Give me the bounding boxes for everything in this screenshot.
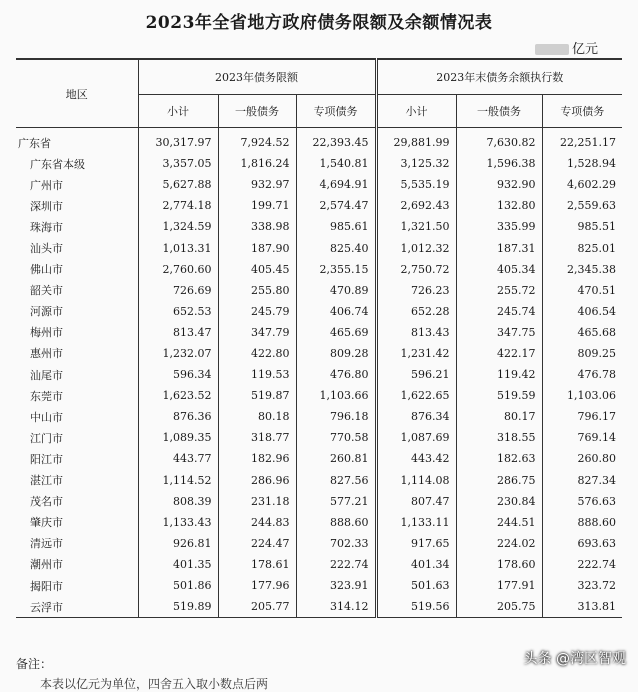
value-cell: 726.69 (138, 280, 218, 301)
value-cell: 199.71 (218, 195, 296, 216)
value-cell: 422.80 (218, 343, 296, 364)
debt-table (16, 58, 622, 618)
value-cell: 985.61 (296, 216, 376, 237)
table-row (16, 406, 622, 427)
region-cell: 惠州市 (30, 347, 63, 361)
value-cell: 519.59 (456, 385, 542, 406)
value-cell: 338.98 (218, 216, 296, 237)
value-cell: 80.18 (218, 406, 296, 427)
value-cell: 22,393.45 (296, 128, 376, 154)
value-cell: 177.91 (456, 575, 542, 596)
value-cell: 596.34 (138, 364, 218, 385)
value-cell: 313.81 (542, 596, 622, 618)
value-cell: 796.17 (542, 406, 622, 427)
value-cell: 231.18 (218, 491, 296, 512)
table-row (16, 128, 622, 154)
value-cell: 2,774.18 (138, 195, 218, 216)
region-cell: 东莞市 (30, 389, 63, 403)
value-cell: 318.77 (218, 427, 296, 448)
region-cell: 梅州市 (30, 326, 63, 340)
value-cell: 465.69 (296, 322, 376, 343)
value-cell: 132.80 (456, 195, 542, 216)
unit-label (535, 38, 598, 57)
region-cell: 云浮市 (30, 600, 63, 614)
header-balance-group: 2023年末债务余额执行数 (376, 59, 622, 95)
value-cell: 693.63 (542, 533, 622, 554)
value-cell: 182.96 (218, 448, 296, 469)
unit-text: 亿元 (571, 42, 598, 57)
value-cell: 807.47 (376, 491, 456, 512)
value-cell: 519.87 (218, 385, 296, 406)
value-cell: 260.81 (296, 448, 376, 469)
value-cell: 1,324.59 (138, 216, 218, 237)
value-cell: 222.74 (542, 554, 622, 575)
value-cell: 323.91 (296, 575, 376, 596)
region-cell: 潮州市 (30, 558, 63, 572)
value-cell: 769.14 (542, 427, 622, 448)
value-cell: 405.45 (218, 259, 296, 280)
value-cell: 245.74 (456, 301, 542, 322)
value-cell: 30,317.97 (138, 128, 218, 154)
value-cell: 401.34 (376, 554, 456, 575)
region-cell: 肇庆市 (30, 516, 63, 530)
region-cell: 河源市 (30, 305, 63, 319)
region-cell: 珠海市 (30, 220, 63, 234)
value-cell: 178.61 (218, 554, 296, 575)
value-cell: 2,559.63 (542, 195, 622, 216)
blurred-text (535, 44, 569, 55)
value-cell: 4,602.29 (542, 174, 622, 195)
value-cell: 401.35 (138, 554, 218, 575)
region-cell: 佛山市 (30, 263, 63, 277)
value-cell: 406.54 (542, 301, 622, 322)
value-cell: 926.81 (138, 533, 218, 554)
value-cell: 726.23 (376, 280, 456, 301)
value-cell: 825.40 (296, 237, 376, 258)
value-cell: 443.77 (138, 448, 218, 469)
value-cell: 3,125.32 (376, 153, 456, 174)
value-cell: 888.60 (296, 512, 376, 533)
value-cell: 808.39 (138, 491, 218, 512)
value-cell: 519.89 (138, 596, 218, 618)
table-row (16, 174, 622, 195)
value-cell: 470.89 (296, 280, 376, 301)
value-cell: 1,103.06 (542, 385, 622, 406)
table-row (16, 280, 622, 301)
value-cell: 470.51 (542, 280, 622, 301)
value-cell: 576.63 (542, 491, 622, 512)
value-cell: 1,231.42 (376, 343, 456, 364)
value-cell: 1,232.07 (138, 343, 218, 364)
value-cell: 244.51 (456, 512, 542, 533)
table-body (16, 128, 622, 618)
value-cell: 255.72 (456, 280, 542, 301)
value-cell: 222.74 (296, 554, 376, 575)
value-cell: 405.34 (456, 259, 542, 280)
value-cell: 29,881.99 (376, 128, 456, 154)
value-cell: 255.80 (218, 280, 296, 301)
header-limit-general: 一般债务 (218, 95, 296, 128)
value-cell: 178.60 (456, 554, 542, 575)
region-cell: 广东省 (18, 136, 51, 150)
value-cell: 476.78 (542, 364, 622, 385)
value-cell: 796.18 (296, 406, 376, 427)
value-cell: 1,012.32 (376, 237, 456, 258)
value-cell: 2,692.43 (376, 195, 456, 216)
value-cell: 187.31 (456, 237, 542, 258)
value-cell: 2,760.60 (138, 259, 218, 280)
value-cell: 1,103.66 (296, 385, 376, 406)
table-row (16, 427, 622, 448)
value-cell: 2,345.38 (542, 259, 622, 280)
value-cell: 187.90 (218, 237, 296, 258)
table-row (16, 259, 622, 280)
value-cell: 406.74 (296, 301, 376, 322)
region-cell: 湛江市 (30, 474, 63, 488)
header-region: 地区 (16, 59, 138, 128)
value-cell: 318.55 (456, 427, 542, 448)
value-cell: 825.01 (542, 237, 622, 258)
table-row (16, 385, 622, 406)
table-row (16, 195, 622, 216)
value-cell: 888.60 (542, 512, 622, 533)
table-row (16, 301, 622, 322)
value-cell: 205.77 (218, 596, 296, 618)
region-cell: 汕头市 (30, 242, 63, 256)
table-row (16, 575, 622, 596)
value-cell: 1,087.69 (376, 427, 456, 448)
value-cell: 1,114.52 (138, 470, 218, 491)
value-cell: 443.42 (376, 448, 456, 469)
header-limit-group: 2023年债务限额 (138, 59, 376, 95)
value-cell: 770.58 (296, 427, 376, 448)
region-cell: 广东省本级 (30, 157, 85, 171)
value-cell: 652.28 (376, 301, 456, 322)
value-cell: 501.63 (376, 575, 456, 596)
table-row (16, 322, 622, 343)
value-cell: 177.96 (218, 575, 296, 596)
table-row (16, 153, 622, 174)
header-balance-special: 专项债务 (542, 95, 622, 128)
value-cell: 1,089.35 (138, 427, 218, 448)
value-cell: 2,355.15 (296, 259, 376, 280)
value-cell: 5,535.19 (376, 174, 456, 195)
table-title: 2023年全省地方政府债务限额及余额情况表 (145, 13, 493, 33)
header-balance-subtotal: 小计 (376, 95, 456, 128)
watermark: 头条 @湾区智观 (523, 651, 626, 667)
region-cell: 阳江市 (30, 452, 63, 466)
value-cell: 1,114.08 (376, 470, 456, 491)
value-cell: 702.33 (296, 533, 376, 554)
table-row (16, 491, 622, 512)
value-cell: 119.53 (218, 364, 296, 385)
region-cell: 江门市 (30, 431, 63, 445)
footer-note: 本表以亿元为单位，四舍五入取小数点后两 (40, 677, 269, 691)
table-row (16, 512, 622, 533)
region-cell: 汕尾市 (30, 368, 63, 382)
value-cell: 813.47 (138, 322, 218, 343)
value-cell: 1,133.11 (376, 512, 456, 533)
table-row (16, 554, 622, 575)
value-cell: 1,816.24 (218, 153, 296, 174)
table-row (16, 470, 622, 491)
table-row (16, 448, 622, 469)
value-cell: 876.34 (376, 406, 456, 427)
value-cell: 314.12 (296, 596, 376, 618)
value-cell: 7,630.82 (456, 128, 542, 154)
value-cell: 596.21 (376, 364, 456, 385)
region-cell: 韶关市 (30, 284, 63, 298)
region-cell: 清远市 (30, 537, 63, 551)
region-cell: 中山市 (30, 410, 63, 424)
region-cell: 广州市 (30, 178, 63, 192)
value-cell: 2,574.47 (296, 195, 376, 216)
header-balance-general: 一般债务 (456, 95, 542, 128)
value-cell: 465.68 (542, 322, 622, 343)
value-cell: 422.17 (456, 343, 542, 364)
value-cell: 245.79 (218, 301, 296, 322)
value-cell: 347.79 (218, 322, 296, 343)
region-cell: 揭阳市 (30, 579, 63, 593)
value-cell: 205.75 (456, 596, 542, 618)
value-cell: 519.56 (376, 596, 456, 618)
header-limit-subtotal: 小计 (138, 95, 218, 128)
value-cell: 323.72 (542, 575, 622, 596)
value-cell: 80.17 (456, 406, 542, 427)
value-cell: 827.34 (542, 470, 622, 491)
value-cell: 1,528.94 (542, 153, 622, 174)
region-cell: 深圳市 (30, 199, 63, 213)
value-cell: 335.99 (456, 216, 542, 237)
value-cell: 1,013.31 (138, 237, 218, 258)
value-cell: 347.75 (456, 322, 542, 343)
value-cell: 3,357.05 (138, 153, 218, 174)
value-cell: 876.36 (138, 406, 218, 427)
value-cell: 932.90 (456, 174, 542, 195)
value-cell: 932.97 (218, 174, 296, 195)
value-cell: 286.75 (456, 470, 542, 491)
value-cell: 7,924.52 (218, 128, 296, 154)
value-cell: 286.96 (218, 470, 296, 491)
header-limit-special: 专项债务 (296, 95, 376, 128)
value-cell: 1,540.81 (296, 153, 376, 174)
value-cell: 1,623.52 (138, 385, 218, 406)
value-cell: 244.83 (218, 512, 296, 533)
value-cell: 985.51 (542, 216, 622, 237)
value-cell: 809.25 (542, 343, 622, 364)
table-row (16, 237, 622, 258)
value-cell: 809.28 (296, 343, 376, 364)
value-cell: 260.80 (542, 448, 622, 469)
value-cell: 1,133.43 (138, 512, 218, 533)
table-row (16, 343, 622, 364)
table-row (16, 533, 622, 554)
table-row (16, 596, 622, 618)
value-cell: 917.65 (376, 533, 456, 554)
value-cell: 224.02 (456, 533, 542, 554)
value-cell: 182.63 (456, 448, 542, 469)
value-cell: 577.21 (296, 491, 376, 512)
footer-label: 备注： (16, 657, 53, 671)
value-cell: 1,622.65 (376, 385, 456, 406)
table-row (16, 364, 622, 385)
value-cell: 1,596.38 (456, 153, 542, 174)
value-cell: 476.80 (296, 364, 376, 385)
value-cell: 1,321.50 (376, 216, 456, 237)
value-cell: 224.47 (218, 533, 296, 554)
value-cell: 5,627.88 (138, 174, 218, 195)
value-cell: 652.53 (138, 301, 218, 322)
table-row (16, 216, 622, 237)
value-cell: 230.84 (456, 491, 542, 512)
value-cell: 827.56 (296, 470, 376, 491)
value-cell: 119.42 (456, 364, 542, 385)
value-cell: 4,694.91 (296, 174, 376, 195)
value-cell: 2,750.72 (376, 259, 456, 280)
region-cell: 茂名市 (30, 495, 63, 509)
value-cell: 813.43 (376, 322, 456, 343)
value-cell: 501.86 (138, 575, 218, 596)
value-cell: 22,251.17 (542, 128, 622, 154)
